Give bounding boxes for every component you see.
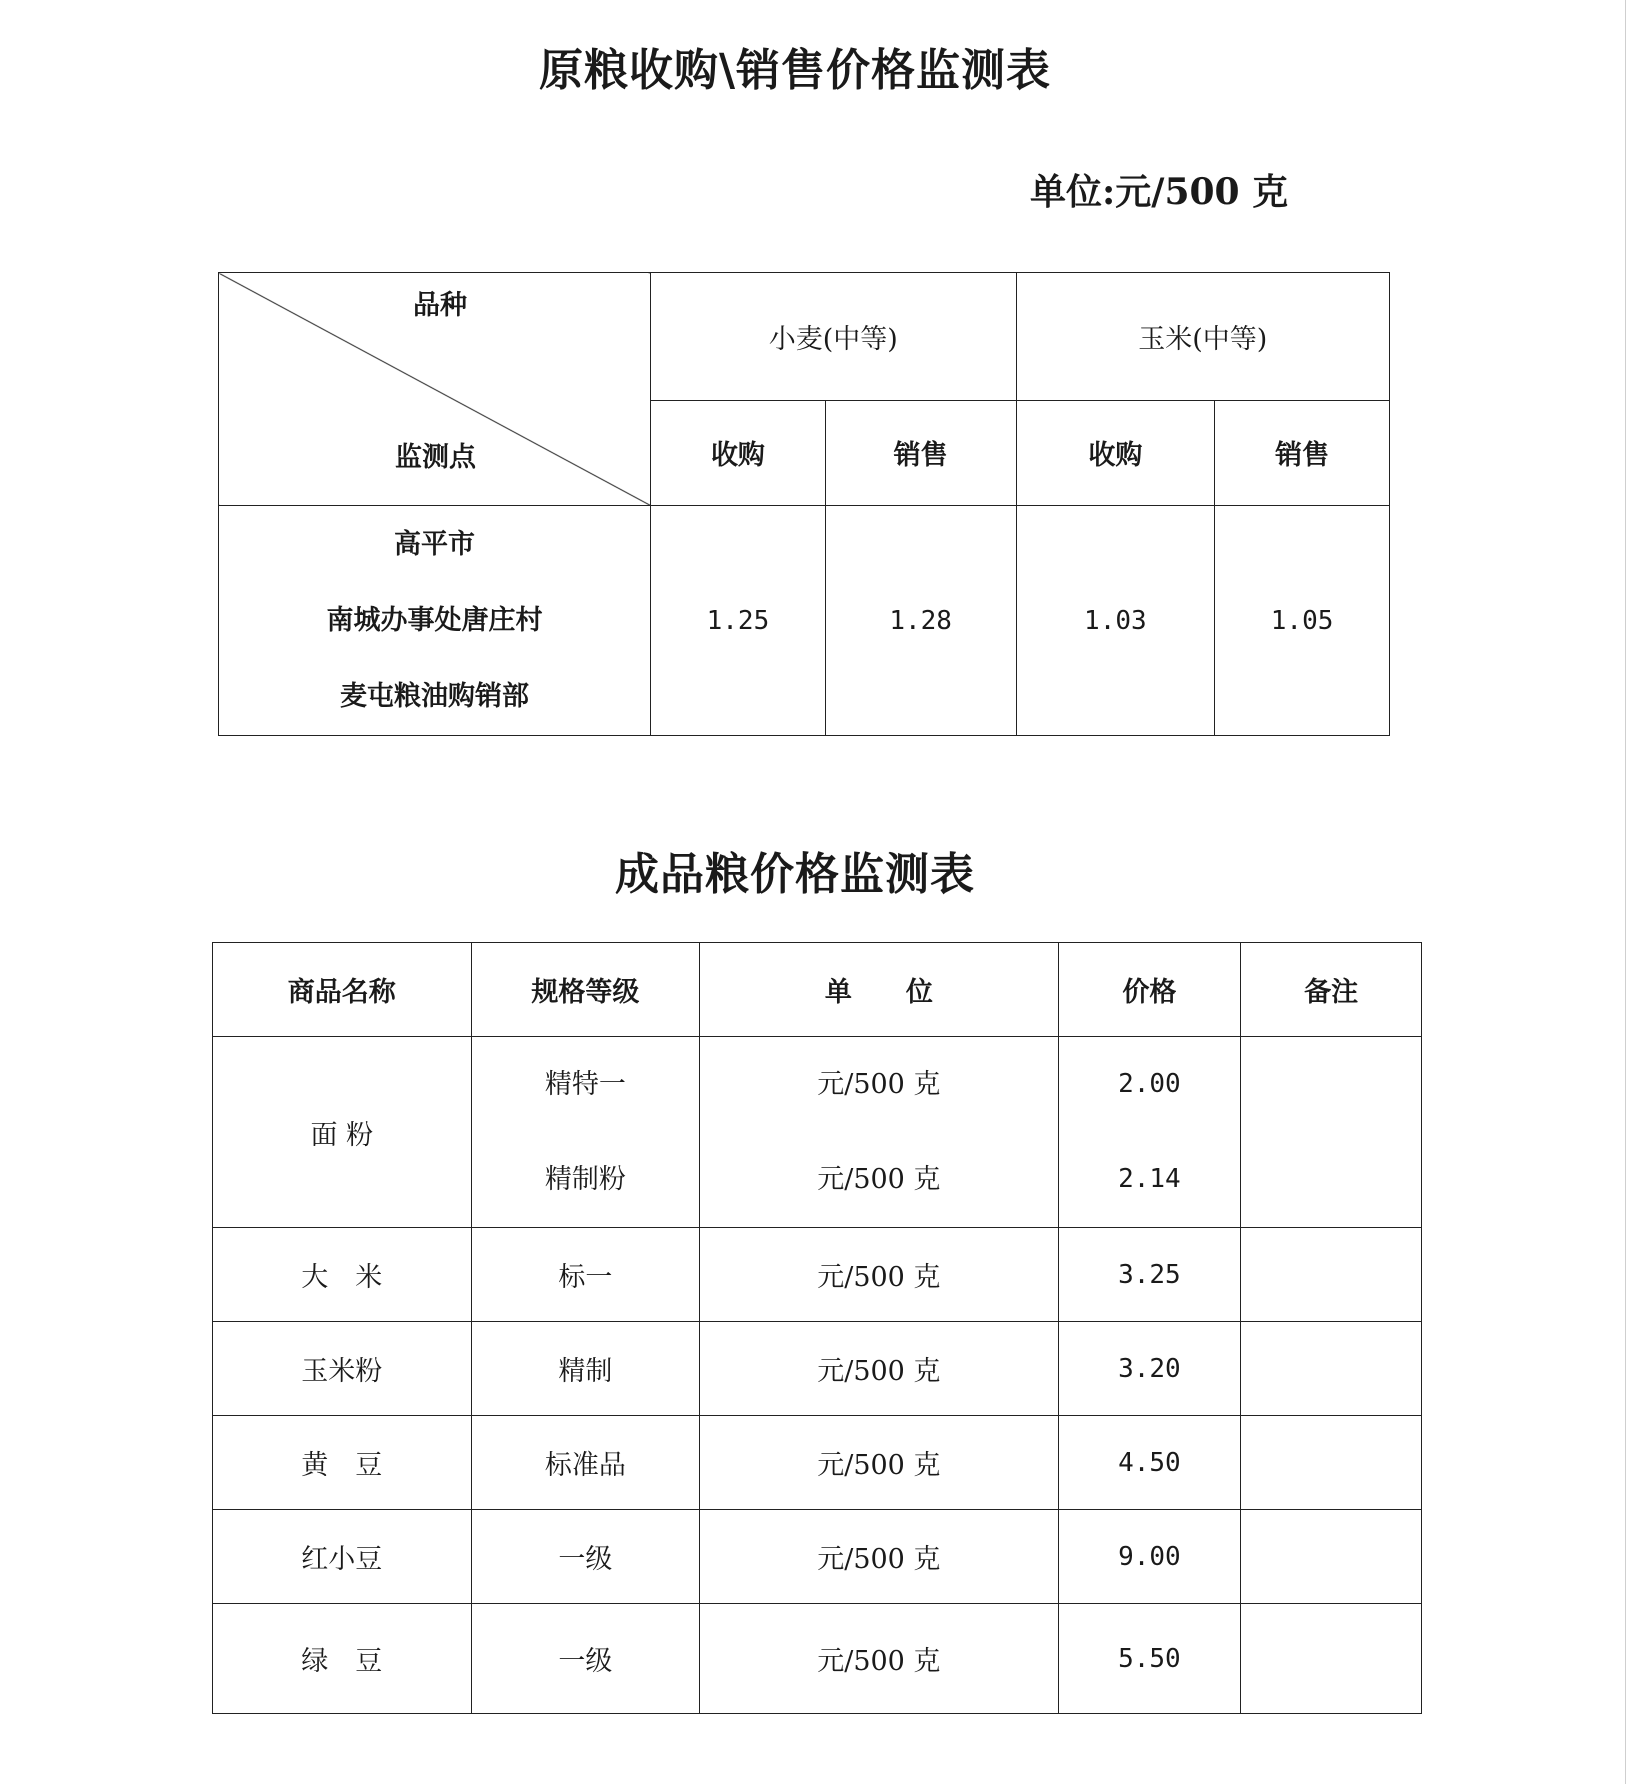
product-unit: 元/500 克 [700,1510,1058,1604]
product-grade: 一级 [471,1604,700,1714]
product-note [1241,1416,1422,1510]
location-line: 高平市 [394,528,476,560]
product-price: 9.00 [1058,1510,1241,1604]
product-unit: 元/500 克 [700,1416,1058,1510]
finished-grain-table [212,942,1422,1714]
wheat-header: 小麦(中等) [651,273,1016,401]
location-line: 麦屯粮油购销部 [340,680,530,712]
raw-grain-title: 原粮收购\销售价格监测表 [538,45,1052,96]
unit-cell [700,1037,1058,1228]
price-cell [1058,1037,1241,1228]
product-note [1241,1604,1422,1714]
table-row [213,1416,1422,1510]
product-name: 红小豆 [213,1510,472,1604]
product-grade: 精特一 [544,1069,626,1100]
product-price: 3.25 [1058,1228,1241,1322]
product-unit: 元/500 克 [817,1069,941,1100]
diagonal-header-cell [219,273,651,506]
product-note [1241,1037,1422,1228]
finished-grain-title: 成品粮价格监测表 [615,849,975,900]
product-unit: 元/500 克 [700,1322,1058,1416]
table-row [213,1037,1422,1228]
table-row [213,1228,1422,1322]
col-header-grade: 规格等级 [471,943,700,1037]
product-price: 2.00 [1118,1069,1181,1099]
variety-header: 品种 [413,290,467,321]
col-header-name: 商品名称 [213,943,472,1037]
location-line: 南城办事处唐庄村 [326,604,543,636]
product-grade: 精制粉 [544,1164,626,1195]
page-edge [1625,0,1626,1784]
product-name: 绿 豆 [213,1604,472,1714]
table-row [213,1604,1422,1714]
col-header-price: 价格 [1058,943,1241,1037]
table-row [213,1322,1422,1416]
product-unit: 元/500 克 [700,1604,1058,1714]
product-grade: 精制 [471,1322,700,1416]
product-name: 玉米粉 [213,1322,472,1416]
wheat-purchase-price: 1.25 [651,506,826,736]
raw-grain-table [218,272,1390,736]
product-note [1241,1510,1422,1604]
product-note [1241,1228,1422,1322]
corn-purchase-price: 1.03 [1016,506,1215,736]
wheat-purchase-header: 收购 [651,400,826,505]
table-row [213,1510,1422,1604]
table-header-row [213,943,1422,1037]
product-unit: 元/500 克 [817,1164,941,1195]
wheat-sale-header: 销售 [825,400,1016,505]
product-price: 2.14 [1118,1164,1181,1194]
wheat-sale-price: 1.28 [825,506,1016,736]
product-name: 大 米 [213,1228,472,1322]
product-name: 面 粉 [213,1037,472,1228]
corn-sale-price: 1.05 [1215,506,1390,736]
product-price: 4.50 [1058,1416,1241,1510]
product-price: 3.20 [1058,1322,1241,1416]
monitoring-point-header: 监测点 [395,442,476,473]
corn-header: 玉米(中等) [1016,273,1389,401]
corn-purchase-header: 收购 [1016,400,1215,505]
col-header-note: 备注 [1241,943,1422,1037]
monitoring-location [219,506,651,736]
product-unit: 元/500 克 [700,1228,1058,1322]
unit-label: 单位:元/500 克 [1030,171,1289,213]
product-name: 黄 豆 [213,1416,472,1510]
product-note [1241,1322,1422,1416]
col-header-unit: 单 位 [700,943,1058,1037]
product-grade: 一级 [471,1510,700,1604]
product-grade: 标一 [471,1228,700,1322]
product-grade: 标准品 [471,1416,700,1510]
product-price: 5.50 [1058,1604,1241,1714]
grade-cell [471,1037,700,1228]
corn-sale-header: 销售 [1215,400,1390,505]
